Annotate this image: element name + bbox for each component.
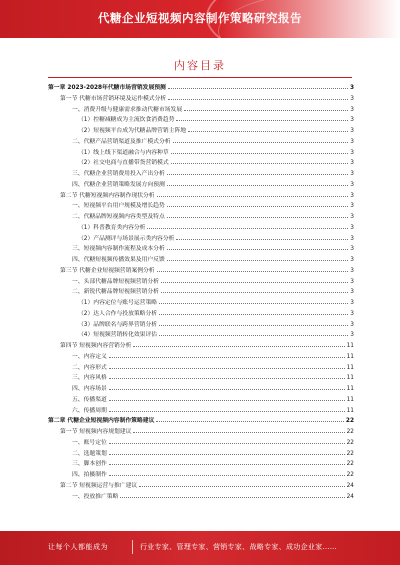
toc-entry[interactable] <box>48 254 354 265</box>
toc-page-number: 11 <box>346 343 354 349</box>
toc-leader-dots <box>109 394 345 401</box>
toc-leader-dots <box>167 254 349 261</box>
toc-entry-title: （4）短视频营销转化效果评估 <box>78 332 158 339</box>
toc-heading: 内容目录 <box>174 59 226 72</box>
toc-entry-title: 三、代糖企业营销费用投入产出分析 <box>72 171 165 177</box>
toc-entry-title: 二、代糖品牌短视频内容类型及特点 <box>72 214 165 220</box>
toc-entry-title: 五、传播渠道 <box>72 396 107 403</box>
toc-page-number: 3 <box>350 300 354 306</box>
toc-leader-dots <box>168 82 348 89</box>
footer-tagline: 让每个人都能成为 <box>48 543 108 551</box>
toc-entry-title: 二、新锐代糖品牌短视频营销分析 <box>72 289 159 296</box>
toc-entry[interactable] <box>48 394 354 405</box>
toc-leader-dots <box>109 372 345 379</box>
toc-page-number: 3 <box>350 117 354 124</box>
toc-leader-dots <box>109 469 345 476</box>
toc-leader-dots <box>167 168 349 175</box>
toc-leader-dots <box>176 233 348 240</box>
toc-entry-title: 第一节 短视频内容规划建议 <box>60 429 132 435</box>
toc-leader-dots <box>109 362 345 369</box>
toc-entry[interactable] <box>48 200 354 211</box>
toc-leader-dots <box>157 190 349 197</box>
toc-entry-title: 一、投放推广策略 <box>72 493 119 500</box>
toc-page-number: 11 <box>346 375 354 382</box>
toc-leader-dots <box>173 136 349 143</box>
toc-leader-dots <box>133 340 344 347</box>
toc-entry[interactable] <box>48 233 354 244</box>
toc-entry[interactable] <box>48 383 354 394</box>
toc-page-number: 3 <box>350 181 354 188</box>
toc-entry[interactable] <box>48 480 354 491</box>
toc-page-number: 3 <box>349 85 354 91</box>
toc-leader-dots <box>171 157 349 164</box>
table-of-contents <box>48 82 354 501</box>
toc-entry[interactable] <box>48 458 354 469</box>
toc-entry[interactable] <box>48 319 354 330</box>
toc-page-number: 3 <box>350 278 354 285</box>
toc-page-number: 11 <box>346 407 354 414</box>
toc-page-number: 11 <box>346 396 354 403</box>
toc-entry-title: 四、代糖企业营销策略发展方向预测 <box>72 181 165 188</box>
toc-entry-title: 二、内容形式 <box>72 364 107 371</box>
toc-page-number: 22 <box>346 429 354 435</box>
toc-page-number: 3 <box>350 257 354 263</box>
footer-separator <box>132 540 133 554</box>
toc-entry-title: （2）达人合作与投放策略分析 <box>78 310 158 317</box>
toc-entry[interactable] <box>48 469 354 480</box>
toc-page-number: 22 <box>346 439 354 446</box>
toc-entry[interactable] <box>48 415 354 426</box>
toc-leader-dots <box>161 276 348 283</box>
toc-page-number: 11 <box>346 386 354 392</box>
toc-page-number: 22 <box>346 461 354 468</box>
toc-entry[interactable] <box>48 437 354 448</box>
toc-page-number: 3 <box>350 310 354 317</box>
toc-leader-dots <box>159 329 348 336</box>
toc-entry-title: 二、选题策划 <box>72 450 107 457</box>
toc-entry[interactable] <box>48 211 354 222</box>
toc-entry-title: 一、头部代糖品牌短视频营销分析 <box>72 278 159 285</box>
toc-entry-title: 一、消费升级与健康需求推动代糖市场发展 <box>72 106 183 113</box>
toc-entry[interactable] <box>48 265 354 276</box>
toc-page-number: 3 <box>350 289 354 296</box>
report-title: 代糖企业短视频内容制作策略研究报告 <box>98 11 302 25</box>
toc-entry[interactable] <box>48 297 354 308</box>
toc-leader-dots <box>167 243 349 250</box>
toc-divider <box>48 77 352 78</box>
toc-entry[interactable] <box>48 136 354 147</box>
toc-leader-dots <box>109 458 345 465</box>
toc-entry-title: 第四节 短视频内容营销分析 <box>60 343 132 349</box>
toc-leader-dots <box>167 200 349 207</box>
toc-page-number: 22 <box>345 418 354 425</box>
toc-page-number: 3 <box>350 203 354 210</box>
toc-entry[interactable] <box>48 351 354 362</box>
footer-banner <box>0 531 400 565</box>
toc-entry[interactable] <box>48 125 354 136</box>
toc-page-number: 11 <box>346 364 354 371</box>
toc-page-number: 3 <box>350 321 354 328</box>
toc-leader-dots <box>157 265 349 272</box>
toc-entry[interactable] <box>48 276 354 287</box>
toc-leader-dots <box>109 383 345 390</box>
toc-page-number: 24 <box>346 482 354 489</box>
toc-entry-title: 一、账号定位 <box>72 439 107 446</box>
toc-entry[interactable] <box>48 222 354 233</box>
toc-leader-dots <box>109 448 345 455</box>
toc-entry-title: （3）品牌联名与跨界营销分析 <box>78 321 158 328</box>
toc-entry-title: 一、内容定义 <box>72 353 107 360</box>
toc-entry-title: 第二节 短视频运营与推广建议 <box>60 482 138 489</box>
toc-entry-title: 四、代糖短视频传播效果及用户反馈 <box>72 257 165 263</box>
toc-entry[interactable] <box>48 426 354 437</box>
toc-entry-title: 二、代糖产品营销渠道及推广模式分析 <box>72 138 171 145</box>
report-header-banner <box>0 0 400 38</box>
toc-leader-dots <box>184 104 348 111</box>
toc-entry-title: （1）控糖减糖成为主流饮食消费趋势 <box>78 117 175 124</box>
toc-entry-title: 三、脚本创作 <box>72 461 107 468</box>
toc-leader-dots <box>133 426 344 433</box>
toc-entry[interactable] <box>48 340 354 351</box>
toc-entry-title: 三、内容风格 <box>72 375 107 382</box>
toc-page-number: 22 <box>346 472 354 478</box>
toc-entry[interactable] <box>48 329 354 340</box>
toc-leader-dots <box>188 125 348 132</box>
toc-entry[interactable] <box>48 93 354 104</box>
toc-entry[interactable] <box>48 448 354 459</box>
toc-leader-dots <box>139 480 344 487</box>
toc-leader-dots <box>161 286 348 293</box>
toc-leader-dots <box>156 415 344 422</box>
toc-leader-dots <box>167 211 349 218</box>
toc-page-number: 3 <box>350 106 354 113</box>
toc-entry-title: （1）内容定位与账号运营策略 <box>78 300 158 306</box>
toc-entry[interactable] <box>48 114 354 125</box>
toc-entry[interactable] <box>48 286 354 297</box>
toc-page-number: 3 <box>350 214 354 220</box>
toc-leader-dots <box>159 308 348 315</box>
toc-page-number: 3 <box>350 138 354 145</box>
toc-page-number: 3 <box>350 332 354 339</box>
toc-entry-title: 第三节 代糖企业短视频营销案例分析 <box>60 267 155 274</box>
toc-entry-title: 六、传播周期 <box>72 407 107 414</box>
toc-leader-dots <box>167 179 349 186</box>
toc-entry-title: 四、内容场景 <box>72 386 107 392</box>
toc-entry[interactable] <box>48 491 354 502</box>
toc-entry[interactable] <box>48 308 354 319</box>
toc-page-number: 3 <box>350 160 354 167</box>
footer-roles: 行业专家、管理专家、营销专家、战略专家、成功企业家…… <box>140 543 338 551</box>
toc-leader-dots <box>171 147 349 154</box>
toc-page-number: 3 <box>350 192 354 199</box>
toc-page-number: 3 <box>350 246 354 253</box>
toc-leader-dots <box>159 319 348 326</box>
toc-entry[interactable] <box>48 168 354 179</box>
toc-entry-title: 第一节 代糖市场营销环境及运作模式分析 <box>60 95 167 102</box>
toc-leader-dots <box>176 114 348 121</box>
toc-page-number: 3 <box>350 171 354 177</box>
toc-entry[interactable] <box>48 190 354 201</box>
toc-entry[interactable] <box>48 157 354 168</box>
toc-entry[interactable] <box>48 362 354 373</box>
toc-leader-dots <box>168 93 348 100</box>
toc-leader-dots <box>159 297 348 304</box>
toc-entry[interactable] <box>48 147 354 158</box>
toc-page-number: 3 <box>350 149 354 156</box>
toc-page-number: 11 <box>346 353 354 360</box>
toc-entry-title: （1）科普教育类内容分析 <box>78 224 146 231</box>
toc-entry-title: 三、短视频内容制作流程及成本分析 <box>72 246 165 253</box>
toc-entry-title: （2）产品测评与场景展示类内容分析 <box>78 235 175 242</box>
toc-page-number: 3 <box>350 235 354 242</box>
toc-page-number: 3 <box>350 224 354 231</box>
toc-entry-title: （1）线上线下渠道融合与内容种草 <box>78 149 169 156</box>
toc-entry[interactable] <box>48 405 354 416</box>
toc-entry[interactable] <box>48 243 354 254</box>
toc-page-number: 3 <box>350 95 354 102</box>
toc-entry-title: 第一章 2023-2028年代糖市场营销发展预测 <box>48 85 166 91</box>
toc-page-number: 3 <box>350 128 354 134</box>
toc-entry[interactable] <box>48 104 354 115</box>
toc-page-number: 3 <box>350 267 354 274</box>
toc-entry-title: （2）社交电商与直播带货营销模式 <box>78 160 169 167</box>
toc-leader-dots <box>147 222 348 229</box>
toc-leader-dots <box>109 351 345 358</box>
toc-entry[interactable] <box>48 372 354 383</box>
toc-page-number: 24 <box>346 493 354 500</box>
toc-entry-title: （2）短视频平台成为代糖品牌营销主阵地 <box>78 128 187 134</box>
toc-page-number: 22 <box>346 450 354 457</box>
toc-leader-dots <box>120 491 344 498</box>
toc-entry-title: 第二章 代糖企业短视频内容制作策略建议 <box>48 418 155 425</box>
toc-entry-title: 四、拍摄制作 <box>72 472 107 478</box>
toc-entry-title: 第二节 代糖短视频内容制作现状分析 <box>60 192 155 199</box>
toc-entry[interactable] <box>48 82 354 93</box>
toc-leader-dots <box>109 437 345 444</box>
toc-entry[interactable] <box>48 179 354 190</box>
toc-entry-title: 一、短视频平台用户规模及增长趋势 <box>72 203 165 210</box>
toc-leader-dots <box>109 405 345 412</box>
